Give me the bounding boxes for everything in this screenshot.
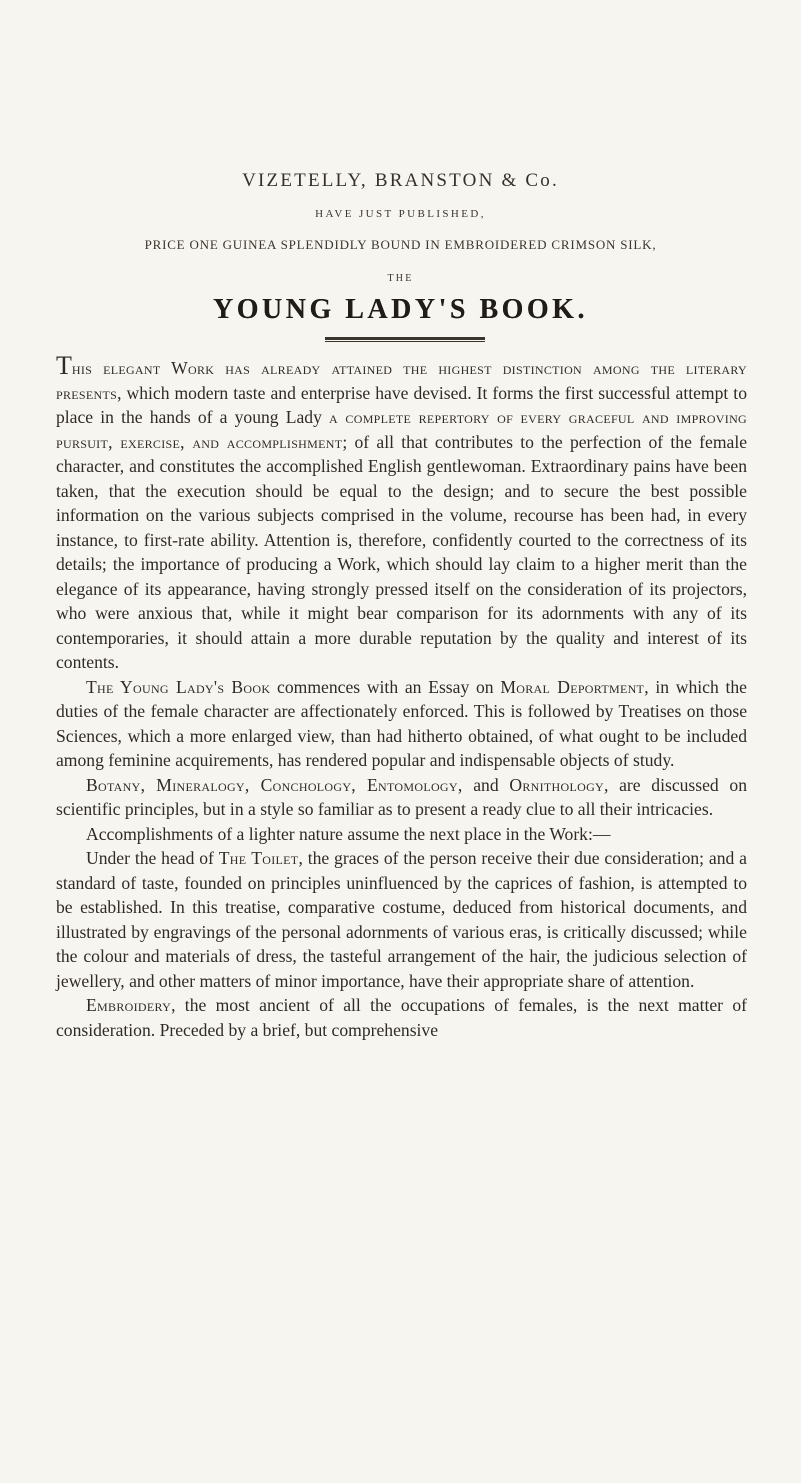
paragraph-intro [56, 351, 748, 675]
have-published-line: HAVE JUST PUBLISHED, [315, 208, 486, 220]
small-caps-run: Moral Deportment [500, 676, 645, 697]
text-run: commences with an Essay on [270, 676, 501, 697]
text-run: his elegant Work has already attained the highest distinction among the [71, 358, 686, 378]
small-caps-run: literary presents [56, 358, 747, 403]
small-caps-run: The Young Lady's Book [86, 676, 271, 697]
book-title: YOUNG LADY'S BOOK. [213, 294, 588, 325]
text-run: , in which the duties of the female character are affectionately enforced. This is followed by Treatises on those Sciences, which a more enlarged view, than had hitherto obtained, of what ought to be included among feminine acquirements, has rendered popular and indispensable objects of study. [56, 676, 747, 770]
small-caps-run: The Toilet [218, 848, 299, 868]
paragraph-embroidery [56, 993, 747, 1042]
paragraph-sciences [56, 773, 747, 822]
paragraph-accomplishments [56, 822, 747, 847]
body-text [56, 351, 748, 1042]
text-run: Accomplishments of a lighter nature assume the next place in the Work:— [86, 823, 611, 844]
text-run: , which modern taste and enterprise have devised. It forms the first successful attempt to place in the hands of a young Lady [56, 382, 747, 427]
price-line: PRICE ONE GUINEA SPLENDIDLY BOUND IN EMBROIDERED CRIMSON SILK, [144, 237, 657, 252]
small-caps-run: a complete repertory of every graceful and improving pursuit, exercise, and accomplishment [56, 407, 748, 452]
text-run: ; of all that contributes to the perfection of the female character, and constitutes the accomplished English gentlewoman. Extraordinary pains have been taken, that the execution should be equal to the design; and to secure the best possible information on the various subjects comprised in the volume, recourse has been had, in every instance, to first-rate ability. Attention is, therefore, confidently courted to the correctness of its details; the importance of producing a Work, which should lay claim to a higher merit than the elegance of its appearance, having strongly pressed itself on the consideration of its projectors, who were anxious that, while it might bear comparison for its adornments with any of its contemporaries, it should attain a more durable reputation by the quality and interest of its contents. [56, 431, 748, 672]
publisher-name: VIZETELLY, BRANSTON & Co. [242, 170, 559, 191]
text-run: , the graces of the person receive their due consideration; and a standard of taste, founded on principles uninfluenced by the caprices of fashion, is attempted to be established. In this treatise, comparative costume, deduced from historical documents, and illustrated by engravings of the personal adornments of various eras, is critically discussed; while the colour and materials of dress, the tasteful arrangement of the hair, the judicious selection of jewellery, and other matters of minor importance, have their appropriate share of attention. [56, 848, 747, 991]
title-divider [325, 337, 485, 342]
the-line: THE [387, 273, 414, 284]
text-run: Under the head of [86, 848, 219, 868]
small-caps-run: Botany, Mineralogy, Conchology, Entomology, [86, 774, 463, 795]
small-caps-run: Ornithology [509, 774, 605, 795]
paragraph-contents [56, 675, 747, 773]
drop-cap: T [56, 351, 72, 380]
text-run: , are discussed on scientific principles, but in a style so familiar as to present a ready clue to all their intricacies. [56, 774, 748, 819]
small-caps-run: Embroidery [86, 995, 172, 1015]
text-run: and [462, 774, 510, 795]
text-run: , the most ancient of all the occupations of females, is the next matter of consideration. Preceded by a brief, but comprehensive [56, 995, 747, 1040]
paragraph-toilet [56, 846, 747, 993]
